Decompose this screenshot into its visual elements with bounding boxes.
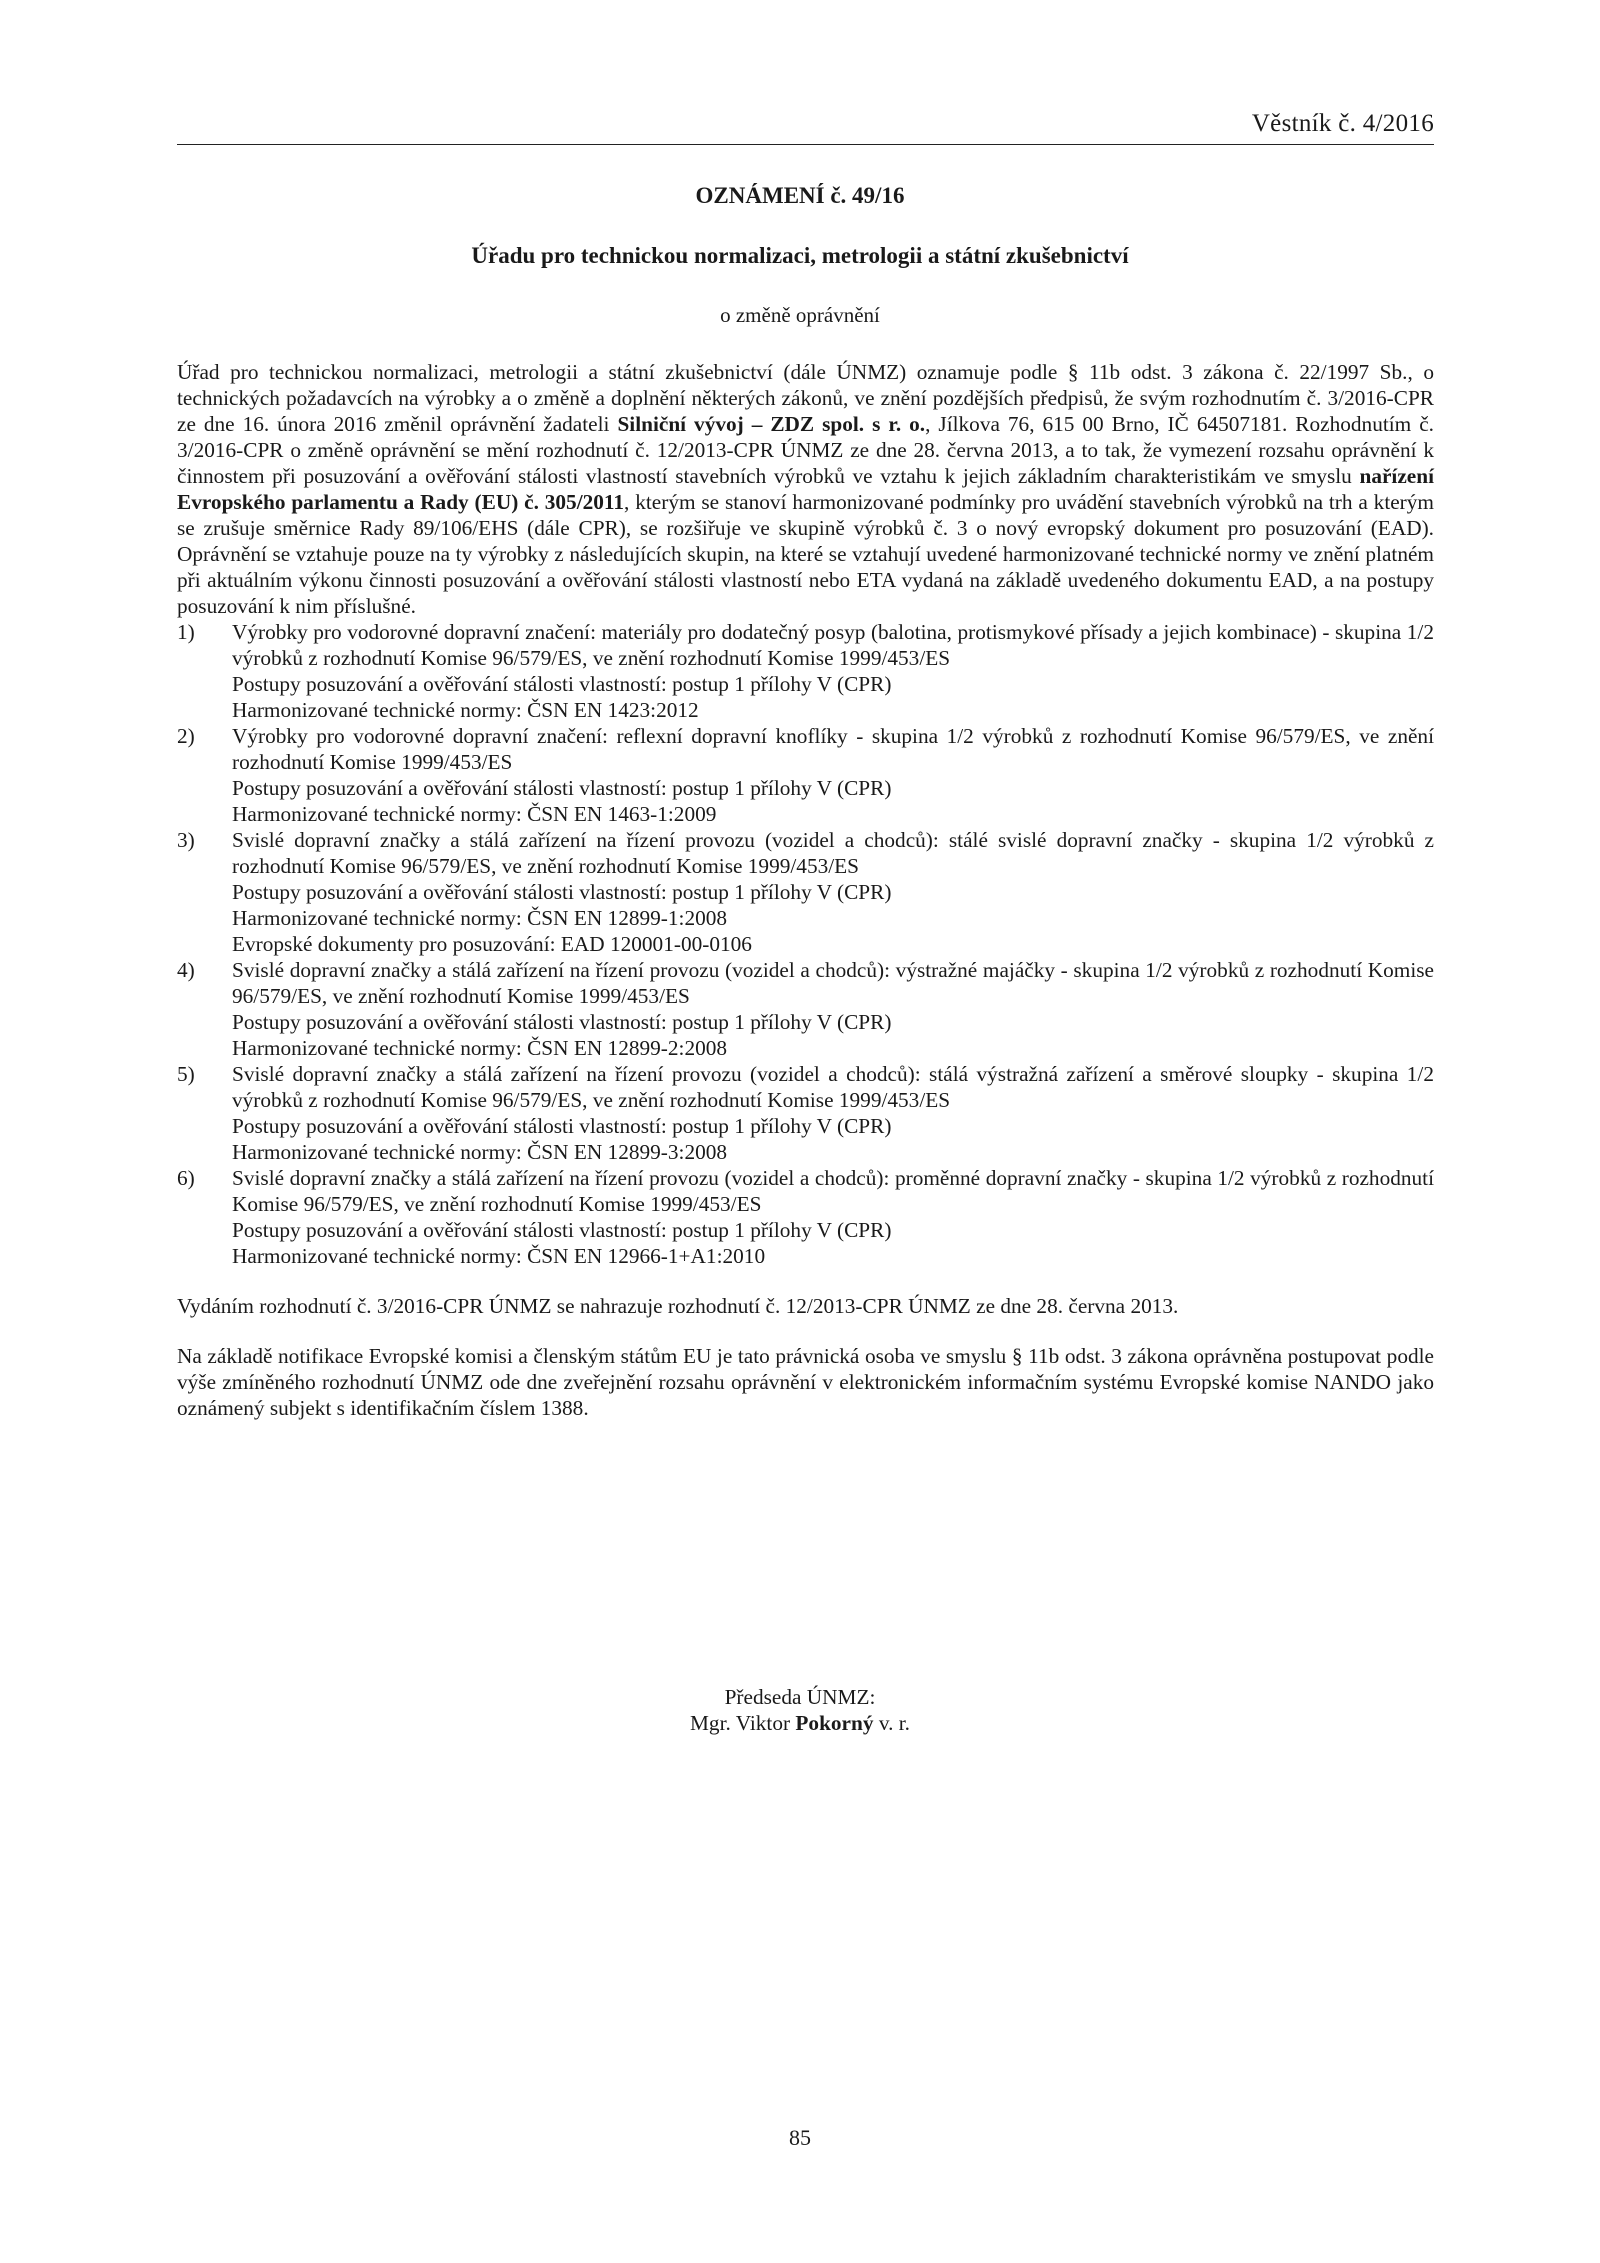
signature-surname: Pokorný	[795, 1711, 874, 1735]
item-number: 2)	[177, 724, 195, 748]
list-item	[177, 827, 1434, 957]
announcement-body	[177, 359, 1434, 1421]
list-item	[177, 619, 1434, 723]
item-standards: Harmonizované technické normy: ČSN EN 12899-3:2008	[232, 1140, 728, 1164]
item-procedure: Postupy posuzování a ověřování stálosti vlastností: postup 1 přílohy V (CPR)	[232, 880, 892, 904]
item-procedure: Postupy posuzování a ověřování stálosti vlastností: postup 1 přílohy V (CPR)	[232, 1218, 892, 1242]
item-number: 5)	[177, 1062, 195, 1086]
running-header	[177, 108, 1434, 145]
item-standards: Harmonizované technické normy: ČSN EN 1423:2012	[232, 698, 699, 722]
intro-text-3: , kterým se stanoví harmonizované podmínky pro uvádění stavebních výrobků na trh a kterým se zrušuje směrnice Rady 89/106/EHS (dále CPR), se rozšiřuje ve skupině výrobků č. 3 o nový evropský dokument pro posuzování (EAD). Oprávnění se vztahuje pouze na ty výrobky z následujících skupin, na které se vztahují uvedené harmonizované technické normy ve znění platném při aktuálním výkonu činnosti posuzování a ověřování stálosti vlastností nebo ETA vydaná na základě uvedeného dokumentu EAD, a na postupy posuzování k nim příslušné.	[177, 490, 1434, 618]
item-title: Svislé dopravní značky a stálá zařízení na řízení provozu (vozidel a chodců): proměnné dopravní značky - skupina 1/2 výrobků z rozhodnutí Komise 96/579/ES, ve znění rozhodnutí Komise 1999/453/ES	[232, 1166, 1434, 1216]
announcement-subject: o změně oprávnění	[720, 303, 880, 327]
issue-label: Věstník č. 4/2016	[1251, 110, 1434, 137]
item-standards: Harmonizované technické normy: ČSN EN 1463-1:2009	[232, 802, 717, 826]
product-group-list	[177, 619, 1434, 1269]
item-standards: Harmonizované technické normy: ČSN EN 12966-1+A1:2010	[232, 1244, 766, 1268]
item-title: Svislé dopravní značky a stálá zařízení na řízení provozu (vozidel a chodců): stálé svislé dopravní značky - skupina 1/2 výrobků z rozhodnutí Komise 96/579/ES, ve znění rozhodnutí Komise 1999/453/ES	[232, 828, 1434, 878]
regulation-name: nařízení Evropského parlamentu a Rady (EU) č. 305/2011	[177, 464, 1434, 514]
item-number: 1)	[177, 620, 195, 644]
list-item	[177, 1165, 1434, 1269]
signature-suffix: v. r.	[873, 1711, 910, 1735]
list-item	[177, 957, 1434, 1061]
issuer-title: Úřadu pro technickou normalizaci, metrologii a státní zkušebnictví	[471, 243, 1129, 268]
list-item	[177, 1061, 1434, 1165]
intro-text-1: Úřad pro technickou normalizaci, metrologii a státní zkušebnictví (dále ÚNMZ) oznamuje podle § 11b odst. 3 zákona č. 22/1997 Sb., o technických požadavcích na výrobky a o změně a doplnění některých zákonů, ve znění pozdějších předpisů, že svým rozhodnutím č. 3/2016-CPR ze dne 16. února 2016 změnil oprávnění žadateli	[177, 360, 1434, 436]
announcement-title: OZNÁMENÍ č. 49/16	[695, 183, 905, 208]
intro-paragraph	[177, 359, 1434, 619]
page-number: 85	[789, 2125, 811, 2150]
replacement-paragraph: Vydáním rozhodnutí č. 3/2016-CPR ÚNMZ se nahrazuje rozhodnutí č. 12/2013-CPR ÚNMZ ze dne 28. června 2013.	[177, 1294, 1179, 1318]
item-number: 6)	[177, 1166, 195, 1190]
item-title: Výrobky pro vodorovné dopravní značení: materiály pro dodatečný posyp (balotina, protismykové přísady a jejich kombinace) - skupina 1/2 výrobků z rozhodnutí Komise 96/579/ES, ve znění rozhodnutí Komise 1999/453/ES	[232, 620, 1434, 670]
item-standards: Harmonizované technické normy: ČSN EN 12899-2:2008	[232, 1036, 728, 1060]
item-procedure: Postupy posuzování a ověřování stálosti vlastností: postup 1 přílohy V (CPR)	[232, 1010, 892, 1034]
item-ead: Evropské dokumenty pro posuzování: EAD 120001-00-0106	[232, 932, 752, 956]
item-standards: Harmonizované technické normy: ČSN EN 12899-1:2008	[232, 906, 728, 930]
item-title: Svislé dopravní značky a stálá zařízení na řízení provozu (vozidel a chodců): výstražné majáčky - skupina 1/2 výrobků z rozhodnutí Komise 96/579/ES, ve znění rozhodnutí Komise 1999/453/ES	[232, 958, 1434, 1008]
signature-role: Předseda ÚNMZ:	[724, 1685, 876, 1709]
item-procedure: Postupy posuzování a ověřování stálosti vlastností: postup 1 přílohy V (CPR)	[232, 776, 892, 800]
item-title: Svislé dopravní značky a stálá zařízení na řízení provozu (vozidel a chodců): stálá výstražná zařízení a směrové sloupky - skupina 1/2 výrobků z rozhodnutí Komise 96/579/ES, ve znění rozhodnutí Komise 1999/453/ES	[232, 1062, 1434, 1112]
intro-text-2: , Jílkova 76, 615 00 Brno, IČ 64507181. Rozhodnutím č. 3/2016-CPR o změně oprávnění se mění rozhodnutí č. 12/2013-CPR ÚNMZ ze dne 28. června 2013, a to tak, že vymezení rozsahu oprávnění k činnostem při posuzování a ověřování stálosti vlastností stavebních výrobků ve vztahu k jejich základním charakteristikám ve smyslu	[177, 412, 1434, 488]
signature-name	[0, 1710, 1600, 1736]
item-number: 4)	[177, 958, 195, 982]
company-name: Silniční vývoj – ZDZ spol. s r. o.	[617, 412, 926, 436]
notification-paragraph: Na základě notifikace Evropské komisi a členským státům EU je tato právnická osoba ve smyslu § 11b odst. 3 zákona oprávněna postupovat podle výše zmíněného rozhodnutí ÚNMZ ode dne zveřejnění rozsahu oprávnění v elektronickém informačním systému Evropské komise NANDO jako oznámený subjekt s identifikačním číslem 1388.	[177, 1344, 1434, 1420]
list-item	[177, 723, 1434, 827]
item-procedure: Postupy posuzování a ověřování stálosti vlastností: postup 1 přílohy V (CPR)	[232, 672, 892, 696]
item-procedure: Postupy posuzování a ověřování stálosti vlastností: postup 1 přílohy V (CPR)	[232, 1114, 892, 1138]
item-number: 3)	[177, 828, 195, 852]
item-title: Výrobky pro vodorovné dopravní značení: reflexní dopravní knoflíky - skupina 1/2 výrobků z rozhodnutí Komise 96/579/ES, ve znění rozhodnutí Komise 1999/453/ES	[232, 724, 1434, 774]
signature-block	[0, 1684, 1600, 1736]
signature-name-prefix: Mgr. Viktor	[689, 1711, 796, 1735]
